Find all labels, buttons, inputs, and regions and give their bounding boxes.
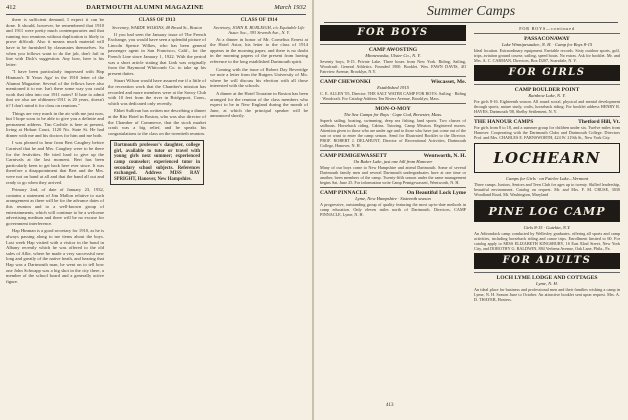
paragraph: Things are very much in the air with me just now, but I hope soon to be able to give you a definite and permanent address. Tim Carlisle is here at present, living at Hobart Court, 1120 No. State St. He had dinner with me and his doctors for him and me both.	[6, 110, 104, 138]
camp-location: Girls 8-15 · Gutekin, N.Y.	[523, 225, 571, 230]
magazine-title: DARTMOUTH ALUMNI MAGAZINE	[86, 4, 204, 11]
page-number-right: 413	[386, 403, 394, 408]
camp-place: Wentworth, N. H.	[423, 153, 466, 159]
camp-description: Seventy boys, 8-15. Private Lake. Three hours from New York. Riding, Sailing, Woodcraft. General Athletics. Founded 1900. Booklet. Wm. FAWN DAVIS, 4O Fairview Avenue, Brooklyn, N.Y.	[320, 59, 466, 74]
class-heading: CLASS OF 1914	[240, 17, 278, 23]
paragraph: "I have been particularly impressed with Hap Hinman's 'If Years Ago' in the 1910 letter of the Alumni Magazine. Several of the fellows have also mentioned it to me. Isn't there some way you could work that idea into our 1911 notes? If hate to admit that we also are oldtimers-1911 is 20 years, doesn't it? I don't mind it for class on reunions."	[6, 69, 104, 108]
continued-tag: FOR BOYS—continued	[519, 26, 575, 31]
camp-name: MON-O-MOY	[375, 106, 411, 112]
camp-name: LOCH LYME LODGE AND COTTAGES	[496, 275, 598, 281]
camp-listing	[320, 76, 466, 101]
paragraph: At a dinner in honor of Mr. Cornelius Ernest at the Hotel Astor, his letter to the class of 1914 appears in the morning paper, and there is no doubt in the morning papers of the present from having reference to the long established Dartmouth spirit.	[210, 36, 308, 64]
camp-location: Rainbow Lake, N. Y.	[528, 93, 566, 98]
camp-location: Established 1915	[377, 85, 409, 90]
classified-notice: Dartmouth professor's daughter, college girl, available to tutor or travel with young girls next summer; experienced camp counselor; experienced tutor in secondary school subjects. References exchanged. Address MISS RAY SPRIGHT, Hanover, New Hampshire.	[110, 140, 204, 185]
camp-location: Lyme, New Hampshire · Sixteenth season	[355, 196, 431, 201]
camp-description: Ideal location. Extraordinary equipment. Enviable records. Sixty outdoor sports, golf, trips, aviation ground course, sailing, speed boats. No extras. Ask for booklet. Mr. and Mrs. A. C. CARMAN, Directors, Box D207, Scarsdale, N. Y.	[474, 48, 620, 63]
camp-listing	[474, 143, 620, 197]
camp-listing	[474, 84, 620, 114]
paragraph: Coming with the issue of Robert Day Beveridge we note a letter from the Rutgers University of Mo. where he will discuss his election with all those interested with the schools.	[210, 66, 308, 89]
camp-listing	[474, 200, 620, 251]
camp-place: Thetford Hill, Vt.	[578, 119, 620, 125]
camp-description: An Adirondack camp conducted by Wellesley graduates, offering all sports and camp activities, including horseback riding and canoe trips. Enrollment limited to 60. For catalog apply to MISS ELIZABETH KINGSBURY, 16 East 82nd Street, New York City, and DOROTHY G. BALDWIN, 884 Verbena Avenue, Oak Lane, Phila., Pa.	[474, 231, 620, 251]
paragraph: Ebbet Sullivan has written me describing a dinner at the Ritz Hotel in Boston, who was also director of the Chamber of Commerce, that the stock market crash was a big relief, and he speaks his congratulations to the class on the twentieth reunion.	[108, 108, 206, 136]
girls-banner: FOR GIRLS	[474, 65, 620, 81]
camp-listing	[474, 116, 620, 140]
camp-listing	[474, 33, 620, 63]
camp-description: C. E. ALLEN '05, Director. THE SALT WATER CAMP FOR BOYS. Sailing · Riding · Woodcraft. For Catalog-Address Ten Rivers Avenue, Brooklyn, Mass.	[320, 91, 466, 101]
class-secretary: Secretary, WARDE WILKINS, 48 Broad St., Boston	[112, 24, 202, 30]
column-1	[6, 17, 104, 415]
paragraph: A dinner at the Hotel Touraine in Boston has been arranged for the reunion of the class members who expect to be in New England during the month of June, at which the principal speaker will be announced shortly.	[210, 90, 308, 119]
camp-name: CAMP PINNACLE	[320, 190, 368, 196]
camp-location: The Sea Camps for Boys · Cape Cod, Brewster, Mass.	[343, 112, 443, 117]
right-page	[314, 0, 628, 420]
camp-place: On Beautiful Lock Lyme	[406, 190, 466, 196]
running-head	[6, 4, 306, 15]
camp-location: Lake Winnipesaukee, N. H. · Camp for Boys 8-15	[501, 42, 593, 47]
camp-listing	[474, 272, 620, 302]
camp-location: Camps for Girls · on Fairlee Lake—Vermont	[505, 176, 589, 181]
title-rule	[324, 22, 618, 23]
issue-date: March 1932	[274, 4, 306, 11]
camp-name: PASSACONAWAY	[524, 36, 570, 42]
paragraph: Hap Hinman is a good secretary for 1910, as he is always passing along to me items about the boys. Last week Hap visited with a visitor in the bond in Albany recently which he was offered to the old sales of Allie, where he made a very successful new long and greatly of the native heath, and hearing that Hap was a Dartmouth man, he went on to tell how one John Schwapp was a big shot in the city there, a member of the school board and a generally active figure.	[6, 228, 104, 284]
camp-description: For girls from 8 to 18, and a summer group for children under six. Twelve miles from Hanover. Cooperating with the Dartmouth Clubs and Dartmouth College. Directors Prof. and Mrs. CHARLES E. FARNSWORTH, 424 W. 219th St., New York City.	[474, 125, 620, 140]
camp-location: Minnewaska, Ulster Co., N. Y.	[365, 53, 421, 58]
class-heading: CLASS OF 1913	[138, 17, 176, 23]
lochearn-logo: LOCHEARN	[474, 143, 620, 173]
camp-description: Three camps. Juniors, Seniors and Teen Club for ages up to twenty. Skilled leadership, beautiful environment. Catalog on request. Mr. and Mrs. F. M. CRUSE, 3030 Woodland Road, Mt. Washington, Maryland	[474, 182, 620, 197]
column-3	[210, 17, 308, 415]
camp-description: For girls 8-16. Eighteenth season. All round social, physical and mental development through sports, nature study, crafts, horseback riding. For booklet address HENRY R. HAYES, Dartmouth '08, Shelby Settlement, N. Y.	[474, 99, 620, 114]
camps-column-left	[320, 25, 466, 410]
adults-banner: FOR ADULTS	[474, 253, 620, 269]
left-page	[0, 0, 312, 420]
camp-place: Wiscasset, Me.	[430, 79, 466, 85]
page-number-left: 412	[6, 4, 16, 11]
pine-log-logo: PINE LOG CAMP	[474, 200, 620, 222]
camp-name: CAMP PEMIGEWASSETT	[320, 153, 387, 159]
camp-location: On Baker Lake, just one hill from Hanover	[353, 159, 433, 164]
camp-name: THE HANOUR CAMPS	[474, 119, 534, 125]
paragraph: there is sufficient demand, I expect it can be done. It should, however, be remembered that 1910 and 1911 were pretty much contemporaries and that running two reunions without duplication is likely to prove difficult. Also it means much material will have to be furnished by classmates themselves. So when you follows want to do the job, don't fail in line with Dick's suggestion. Any how, here is his letter:	[6, 17, 104, 67]
paragraph: I was pleased to hear from Bert Caughey before Carnival that he and Mrs. Caughey were to be there for the festivities. He tried hard to give up the Carnivals at the last moment. Bert has been particularly keen to get back here ever since. It was therefore a disappointment that Bert and the Mrs. were not on hand at all and that the band all out and ready to go when they arrived.	[6, 140, 104, 185]
camp-description: An ideal place for business and professional men and their families wishing a camp in Lyme, N. H. Season June to October. An attractive booklet sent upon request. Mrs. A. D. THAYER, Hostess.	[474, 287, 620, 302]
column-2	[108, 17, 206, 415]
camp-name: CAMP CHEWONKI	[320, 79, 371, 85]
camp-listing	[320, 103, 466, 148]
camp-listing	[320, 44, 466, 74]
camp-location: Lyme, N. H.	[536, 281, 558, 286]
camp-description: Many of our boys come to New Hampshire and attend Dartmouth. Some of several Dartmouth family men and several Dartmouth undergraduates have at one time or another, been members of the camp. Twenty-fifth season under the same management begins Sat. June 25. For information write Camp Pemigewassett, Wentworth, N. H.	[320, 165, 466, 185]
camp-name: CAMP BOULDER POINT	[514, 87, 580, 93]
section-title: Summer Camps	[426, 4, 516, 19]
paragraph: Stuart Wilson would have assured me if a little of the recreation work that the Chamber's mission has recorded and more members were at the Savoy Club with 10 feet from the river in Bridgeport, Conn., which was dedicated only recently.	[108, 78, 206, 106]
class-secretary: Secretary, JOHN R. BURLEIGH, c/o Equitable Life Assur. Soc., 393 Seventh Ave., N. Y.	[213, 24, 305, 35]
paragraph: If you had seen the January issue of The French Exchange, you would have seen a splendid picture of Lincoln Spence Wilkes, who has been general passenger agent in San Francisco, Calif., for the French Line since January 1, 1922. With the period was a short article stating that Link was originally from the Raymond Whitcomb Co. to take up his present duties.	[108, 31, 206, 76]
camp-name: CAMP AWOSTING	[368, 47, 418, 53]
camp-listing	[320, 150, 466, 185]
paragraph: Primary 2nd, of date of January 23, 1932, contains a statement of Jim Mallon relative to such arrangement as there will be for the advance dates of this reunion and to a well-known group of entertainments, which will continue to be a welcome advertising medium and there will be no excuse for government interference.	[6, 187, 104, 226]
camp-description: A progressive, outstanding group of quality featuring the most up-to-date methods in camp education. Only eleven miles north of Dartmouth. Directors, CAMP PINNACLE, Lyme, N. H.	[320, 202, 466, 217]
camp-description: Superb sailing, boating, swimming, deep sea fishing, land sports. Two classes of sailboats. Horseback riding. Cabins. Tutoring. Camp Mission. Registered nurses. Attention given to those who are under age and to those who have just come out of the sun or want to enter the camp season. Send for Illustrated Booklet to the Director. PROF. ROBERT J. DELAHUNT, Director of Recreational Activities, Dartmouth College, Hanover, N. H.	[320, 118, 466, 148]
camp-listing	[320, 187, 466, 217]
camps-column-right	[474, 25, 620, 410]
boys-banner: FOR BOYS	[320, 25, 466, 41]
